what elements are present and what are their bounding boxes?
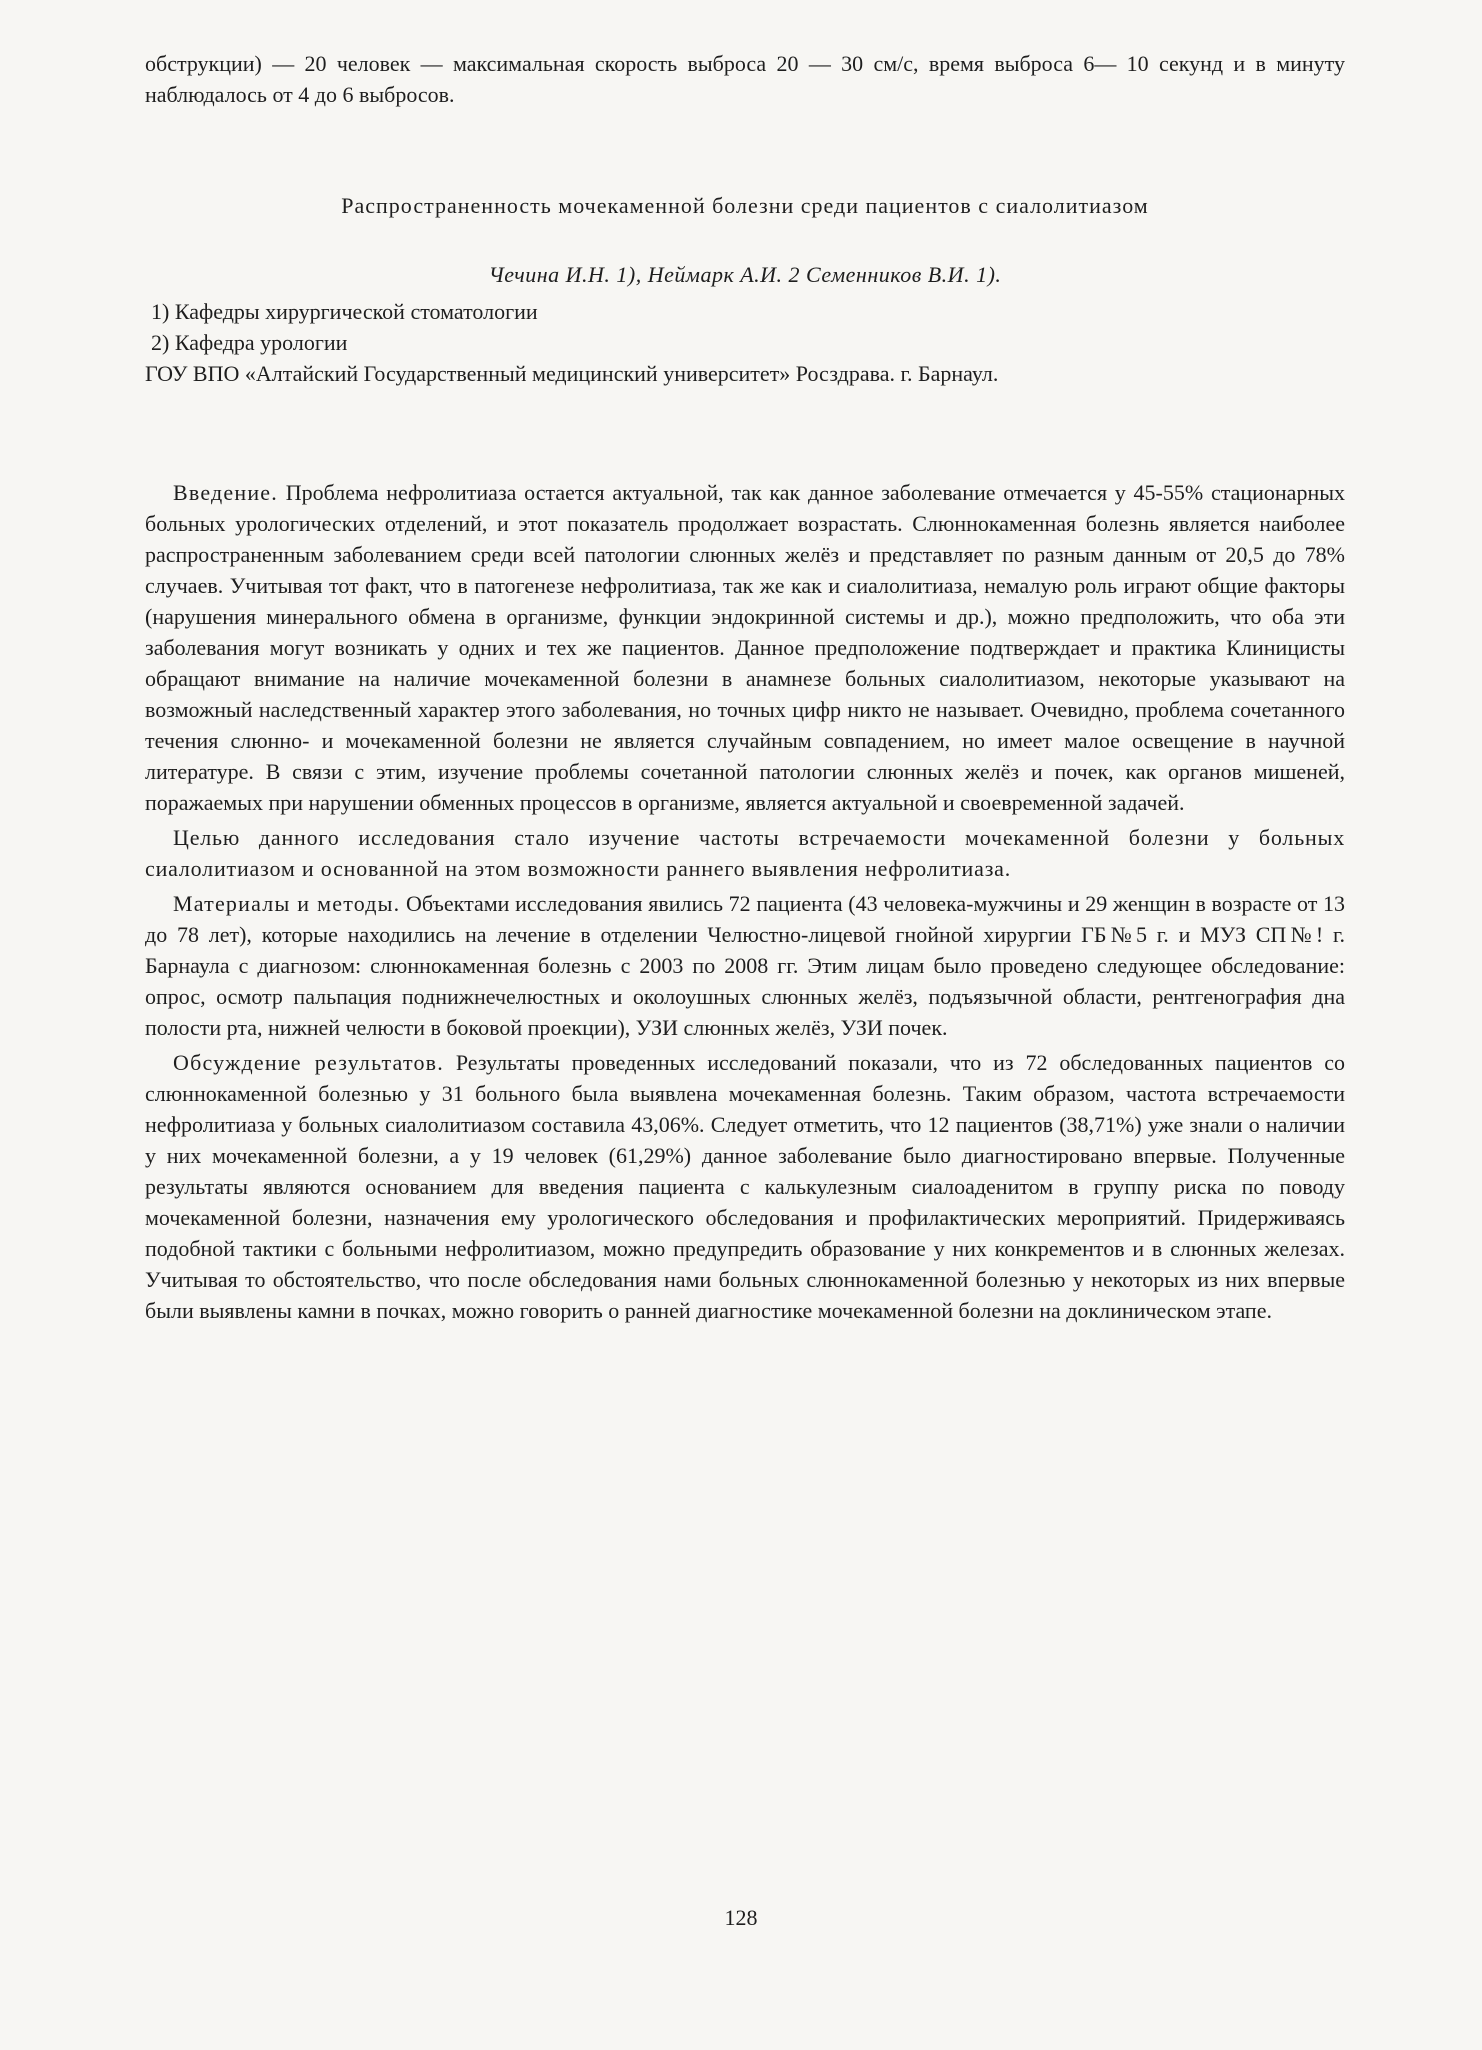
- paragraph-methods: [145, 888, 1345, 1043]
- affiliation-3: ГОУ ВПО «Алтайский Государственный медицинский университет» Росздрава. г. Барнаул.: [145, 361, 999, 386]
- paragraph-introduction: [145, 477, 1345, 818]
- paragraph-text: Объектами исследования явились 72 пациента (43 человека-мужчины и 29 женщин в возрасте от 13 до 78 лет), которые находились на лечение в отделении Челюстно-лицевой гнойной хирургии ГБ№5 г. и МУЗ СП№! г. Барнаула с диагнозом: слюннокаменная болезнь с 2003 по 2008 гг. Этим лицам было проведено следующее обследование: опрос, осмотр пальпация поднижнечелюстных и околоушных слюнных желёз, подъязычной области, рентгенография дна полости рта, нижней челюсти в боковой проекции), УЗИ слюнных желёз, УЗИ почек.: [145, 891, 1345, 1040]
- article-body: [145, 477, 1345, 1326]
- paragraph-aim: [145, 822, 1345, 884]
- intro-paragraph: обструкции) — 20 человек — максимальная скорость выброса 20 — 30 см/с, время выброса 6— 10 секунд и в минуту наблюдалось от 4 до 6 выбросов.: [145, 51, 1345, 107]
- affiliation-1: 1) Кафедры хирургической стоматологии: [151, 299, 538, 324]
- paragraph-text: Целью данного исследования стало изучение частоты встречаемости мочекаменной болезни у больных сиалолитиазом и основанной на этом возможности раннего выявления нефролитиаза.: [145, 825, 1345, 881]
- article-title: Распространенность мочекаменной болезни среди пациентов с сиалолитиазом: [341, 193, 1149, 218]
- affiliations: [145, 296, 1345, 389]
- affiliation-2: 2) Кафедра урологии: [151, 330, 348, 355]
- paragraph-lead: Обсуждение результатов.: [173, 1050, 444, 1075]
- paragraph-lead: Материалы и методы.: [173, 891, 401, 916]
- paragraph-lead: Введение.: [173, 480, 278, 505]
- article-authors: Чечина И.Н. 1), Неймарк А.И. 2 Семенников В.И. 1).: [488, 262, 1002, 287]
- paragraph-results: [145, 1047, 1345, 1326]
- paragraph-text: Проблема нефролитиаза остается актуальной, так как данное заболевание отмечается у 45-55% стационарных больных урологических отделений, и этот показатель продолжает возрастать. Слюннокаменная болезнь является наиболее распространенным заболеванием среди всей патологии слюнных желёз и представляет по разным данным от 20,5 до 78% случаев. Учитывая тот факт, что в патогенезе нефролитиаза, так же как и сиалолитиаза, немалую роль играют общие факторы (нарушения минерального обмена в организме, функции эндокринной системы и др.), можно предположить, что оба эти заболевания могут возникать у одних и тех же пациентов. Данное предположение подтверждает и практика Клиницисты обращают внимание на наличие мочекаменной болезни в анамнезе больных сиалолитиазом, некоторые указывают на возможный наследственный характер этого заболевания, но точных цифр никто не называет. Очевидно, проблема сочетанного течения слюнно- и мочекаменной болезни не является случайным совпадением, но имеет малое освещение в научной литературе. В связи с этим, изучение проблемы сочетанной патологии слюнных желёз и почек, как органов мишеней, поражаемых при нарушении обменных процессов в организме, является актуальной и своевременной задачей.: [145, 480, 1345, 815]
- page-number: 128: [724, 1905, 758, 1930]
- paragraph-text: Результаты проведенных исследований показали, что из 72 обследованных пациентов со слюннокаменной болезнью у 31 больного была выявлена мочекаменная болезнь. Таким образом, частота встречаемости нефролитиаза у больных сиалолитиазом составила 43,06%. Следует отметить, что 12 пациентов (38,71%) уже знали о наличии у них мочекаменной болезни, а у 19 человек (61,29%) данное заболевание было диагностировано впервые. Полученные результаты являются основанием для введения пациента с калькулезным сиалоаденитом в группу риска по поводу мочекаменной болезни, назначения ему урологического обследования и профилактических мероприятий. Придерживаясь подобной тактики с больными нефролитиазом, можно предупредить образование у них конкрементов и в слюнных железах. Учитывая то обстоятельство, что после обследования нами больных слюннокаменной болезнью у некоторых из них впервые были выявлены камни в почках, можно говорить о ранней диагностике мочекаменной болезни на доклиническом этапе.: [145, 1050, 1345, 1323]
